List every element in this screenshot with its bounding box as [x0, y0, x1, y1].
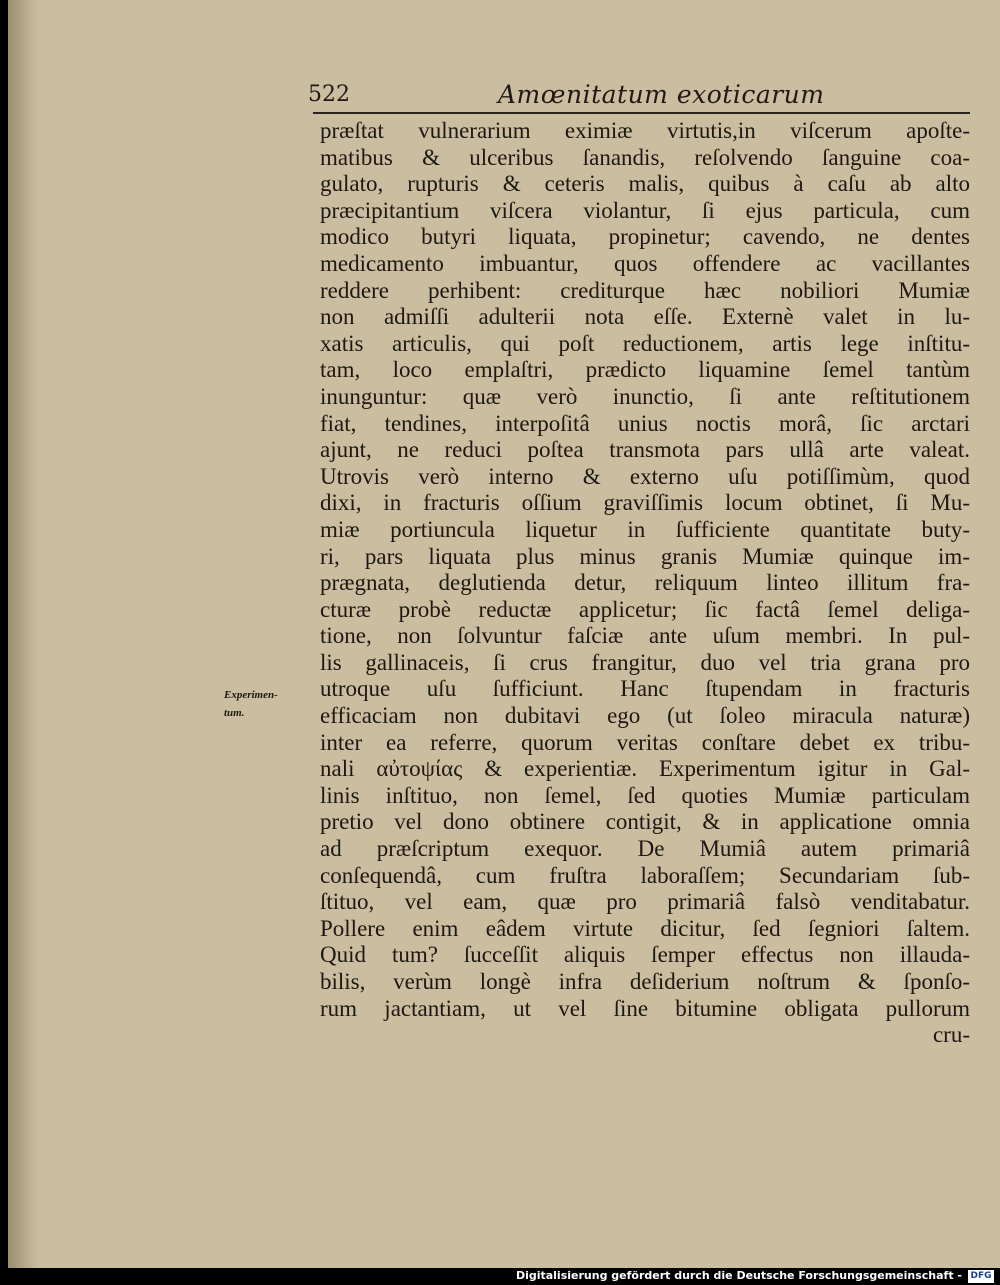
text-line: prægnata, deglutienda detur, reliquum linteo illitum fra-	[320, 570, 970, 596]
header-rule	[313, 112, 970, 114]
marginal-note-line: tum.	[224, 707, 245, 719]
text-line: matibus & ulceribus ſanandis, reſolvendo ſanguine coa-	[320, 144, 970, 170]
footer-credit: Digitalisierung gefördert durch die Deutsche Forschungsgemeinschaft -	[515, 1269, 962, 1282]
text-line: ri, pars liquata plus minus granis Mumiæ quinque im-	[320, 543, 970, 569]
scanned-page	[8, 0, 1000, 1268]
text-line: Pollere enim eâdem virtute dicitur, ſed ſegniori ſaltem.	[320, 915, 970, 941]
dfg-logo-icon: DFG	[968, 1270, 994, 1283]
text-line: gulato, rupturis & ceteris malis, quibus à caſu ab alto	[320, 171, 970, 197]
catchword: cru-	[932, 1022, 970, 1048]
text-line: inunguntur: quæ verò inunctio, ſi ante reſtitutionem	[320, 383, 970, 409]
text-line: Utrovis verò interno & externo uſu potiſſimùm, quod	[320, 463, 970, 489]
text-line: xatis articulis, qui poſt reductionem, artis lege inſtitu-	[320, 330, 970, 356]
text-line: ad præſcriptum exequor. De Mumiâ autem primariâ	[320, 836, 970, 862]
text-line: præcipitantium viſcera violantur, ſi ejus particula, cum	[320, 197, 970, 223]
text-line: miæ portiuncula liquetur in ſufficiente quantitate buty-	[320, 516, 970, 542]
text-line: bilis, verùm longè infra deſiderium noſtrum & ſponſo-	[320, 969, 970, 994]
marginal-note	[224, 686, 324, 722]
text-line: pretio vel dono obtinere contigit, & in applicatione omnia	[320, 809, 970, 835]
text-line: rum jactantiam, ut vel ſine bitumine obligata pullorum	[320, 995, 970, 1021]
text-line: tione, non ſolvuntur faſciæ ante uſum membri. In pul-	[320, 623, 970, 649]
text-line: linis inſtituo, non ſemel, ſed quoties Mumiæ particulam	[320, 782, 970, 808]
text-line: fiat, tendines, interpoſitâ unius noctis morâ, ſic arctari	[320, 410, 970, 436]
text-line: conſequendâ, cum fruſtra laboraſſem; Secundariam ſub-	[320, 862, 970, 888]
binding-shadow	[8, 0, 38, 1268]
text-line: nali αὐτοψίας & experientiæ. Experimentum igitur in Gal-	[320, 756, 970, 782]
text-line: præſtat vulnerarium eximiæ virtutis,in viſcerum apoſte-	[320, 118, 970, 143]
page-number: 522	[308, 82, 350, 107]
text-line: inter ea referre, quorum veritas conſtare debet ex tribu-	[320, 729, 970, 755]
text-line: modico butyri liquata, propinetur; cavendo, ne dentes	[320, 224, 970, 250]
page-header	[308, 76, 968, 112]
text-line: cturæ probè reductæ applicetur; ſic factâ ſemel deliga-	[320, 596, 970, 622]
text-line: non admiſſi adulterii nota eſſe. Externè valet in lu-	[320, 304, 970, 330]
text-line: reddere perhibent: crediturque hæc nobiliori Mumiæ	[320, 277, 970, 303]
text-line: Quid tum? ſucceſſit aliquis ſemper effectus non illauda-	[320, 942, 970, 968]
text-line: ſtituo, vel eam, quæ pro primariâ falsò venditabatur.	[320, 889, 970, 915]
text-line: dixi, in fracturis oſſium graviſſimis locum obtinet, ſi Mu-	[320, 490, 970, 516]
text-line: efficaciam non dubitavi ego (ut ſoleo miracula naturæ)	[320, 703, 970, 729]
text-line: tam, loco emplaſtri, prædicto liquamine ſemel tantùm	[320, 357, 970, 383]
text-line: ajunt, ne reduci poſtea transmota pars ullâ arte valeat.	[320, 437, 970, 463]
text-line: lis gallinaceis, ſi crus frangitur, duo vel tria grana pro	[320, 649, 970, 675]
body-text	[320, 118, 970, 1049]
text-line: medicamento imbuantur, quos offendere ac vacillantes	[320, 250, 970, 276]
marginal-note-line: Experimen-	[224, 689, 278, 701]
digitization-footer	[0, 1268, 1000, 1285]
running-title: Amœnitatum exoticarum	[498, 80, 825, 109]
text-line: utroque uſu ſufficiunt. Hanc ſtupendam in fracturis	[320, 676, 970, 702]
